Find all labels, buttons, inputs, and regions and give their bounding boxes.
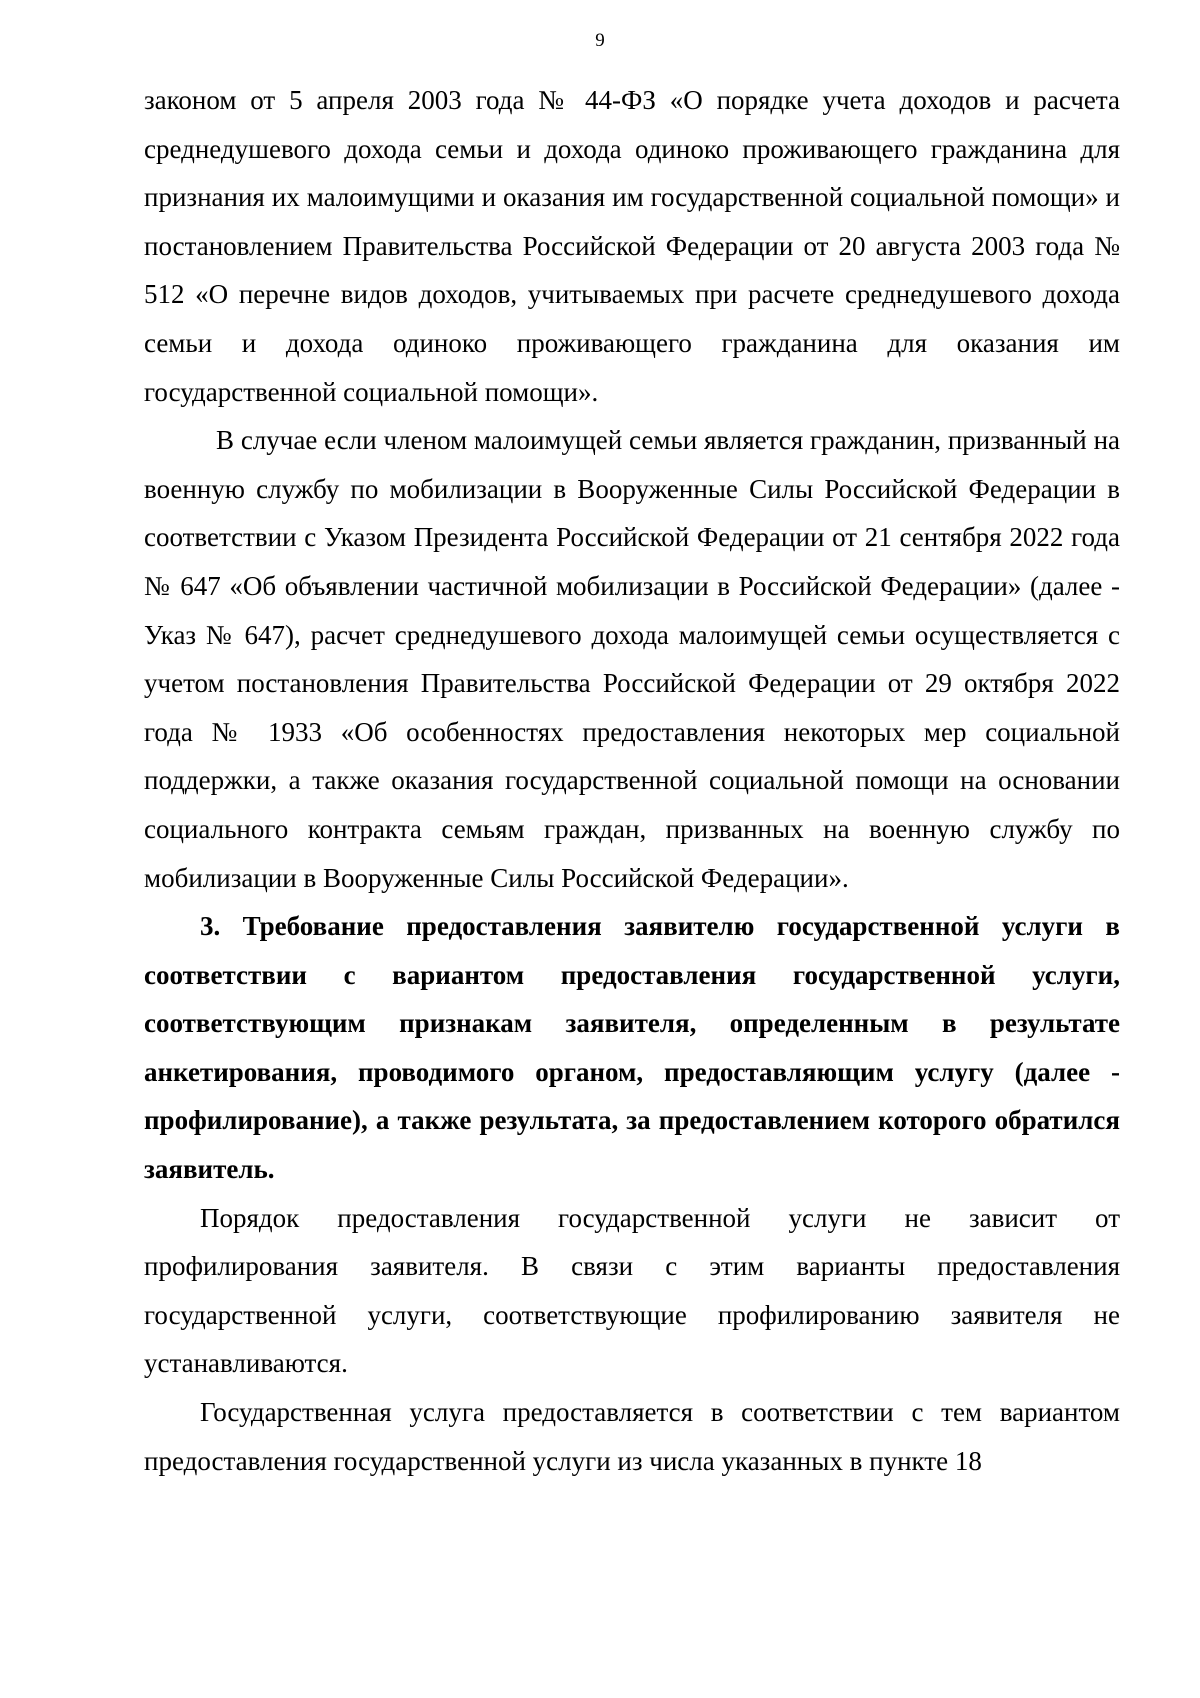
page-number: 9 — [595, 30, 605, 51]
document-body — [144, 76, 1120, 1485]
paragraph-mobilization: В случае если членом малоимущей семьи является гражданин, призванный на военную службу по мобилизации в Вооруженные Силы Российской Федерации в соответствии с Указом Президента Российской Федерации от 21 сентября 2022 года № 647 «Об объявлении частичной мобилизации в Российской Федерации» (далее - Указ № 647), расчет среднедушевого дохода малоимущей семьи осуществляется с учетом постановления Правительства Российской Федерации от 29 октября 2022 года № 1933 «Об особенностях предоставления некоторых мер социальной поддержки, а также оказания государственной социальной помощи на основании социального контракта семьям граждан, призванных на военную службу по мобилизации в Вооруженные Силы Российской Федерации». — [144, 425, 1120, 893]
section-heading-requirement: 3. Требование предоставления заявителю государственной услуги в соответствии с вариантом предоставления государственной услуги, соответствующим признакам заявителя, определенным в результате анкетирования, проводимого органом, предоставляющим услугу (далее - профилирование), а также результата, за предоставлением которого обратился заявитель. — [144, 911, 1120, 1185]
paragraph-profiling: Порядок предоставления государственной услуги не зависит от профилирования заявителя. В связи с этим варианты предоставления государственной услуги, соответствующие профилированию заявителя не устанавливаются. — [144, 1202, 1120, 1379]
paragraph-service-variant: Государственная услуга предоставляется в соответствии с тем вариантом предоставления государственной услуги из числа указанных в пункте 18 — [144, 1397, 1120, 1476]
paragraph-law-reference: законом от 5 апреля 2003 года № 44-ФЗ «О порядке учета доходов и расчета среднедушевого дохода семьи и дохода одиноко проживающего гражданина для признания их малоимущими и оказания им государственной социальной помощи» и постановлением Правительства Российской Федерации от 20 августа 2003 года № 512 «О перечне видов доходов, учитываемых при расчете среднедушевого дохода семьи и дохода одиноко проживающего гражданина для оказания им государственной социальной помощи». — [144, 85, 1120, 407]
